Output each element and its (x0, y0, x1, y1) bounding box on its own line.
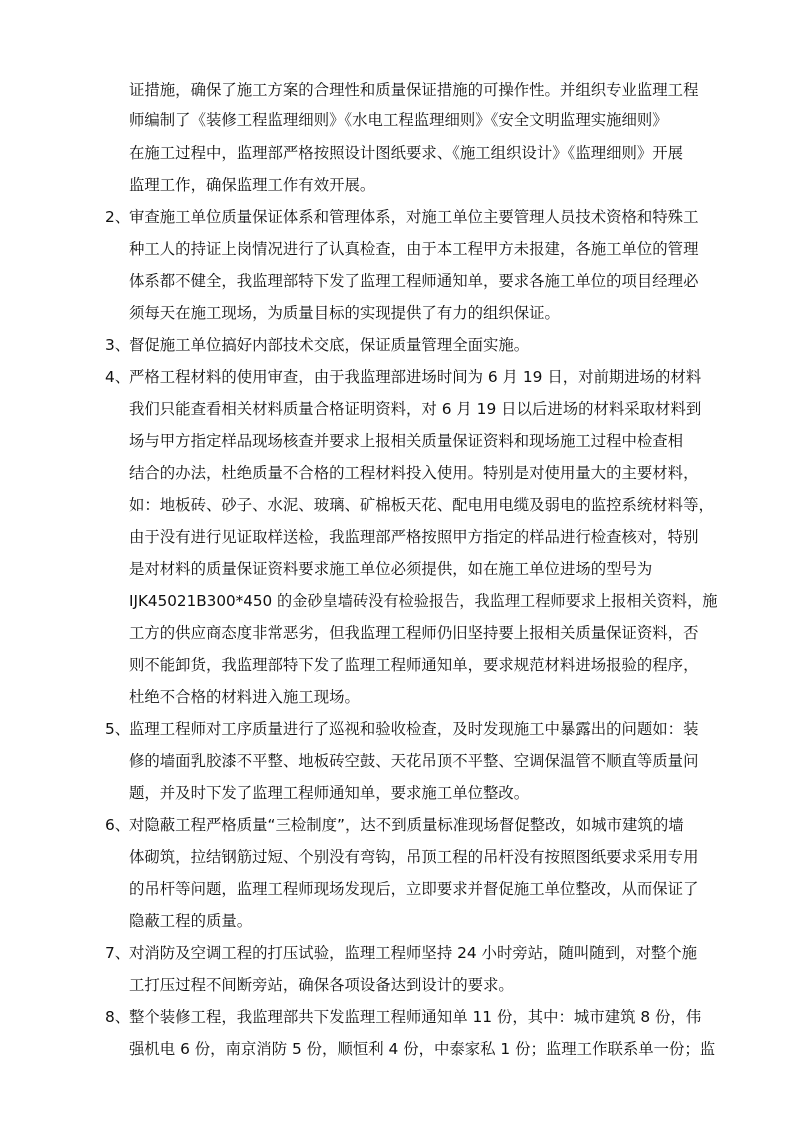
item-number: 6、 (105, 816, 131, 834)
paragraph-line: 师编制了《装修工程监理细则》《水电工程监理细则》《安全文明监理实施细则》 (129, 111, 668, 129)
paragraph-line: 是对材料的质量保证资料要求施工单位必须提供，如在施工单位进场的型号为 (129, 560, 653, 578)
paragraph-line: 我们只能查看相关材料质量合格证明资料，对 6 月 19 日以后进场的材料采取材料到 (129, 400, 702, 418)
item-number: 4、 (105, 368, 131, 386)
paragraph-line: 如：地板砖、砂子、水泥、玻璃、矿棉板天花、配电用电缆及弱电的监控系统材料等， (129, 496, 714, 514)
paragraph-line: 的吊杆等问题，监理工程师现场发现后，立即要求并督促施工单位整改，从而保证了 (129, 880, 699, 898)
paragraph-line: 种工人的持证上岗情况进行了认真检查，由于本工程甲方未报建，各施工单位的管理 (129, 240, 699, 258)
paragraph-line: 须每天在施工现场，为质量目标的实现提供了有力的组织保证。 (129, 304, 560, 322)
item-number: 8、 (105, 1008, 131, 1026)
paragraph-line: 杜绝不合格的材料进入施工现场。 (129, 688, 360, 706)
paragraph-line: 证措施，确保了施工方案的合理性和质量保证措施的可操作性。并组织专业监理工程 (129, 81, 699, 99)
paragraph-line: 在施工过程中，监理部严格按照设计图纸要求、《施工组织设计》《监理细则》开展 (129, 144, 684, 162)
paragraph-line: 对消防及空调工程的打压试验，监理工程师坚持 24 小时旁站，随叫随到，对整个施 (129, 944, 698, 962)
paragraph-line: 严格工程材料的使用审查，由于我监理部进场时间为 6 月 19 日，对前期进场的材料 (129, 368, 702, 386)
item-number: 7、 (105, 944, 131, 962)
item-number: 5、 (105, 720, 131, 738)
item-number: 2、 (105, 208, 131, 226)
item-number: 3、 (105, 336, 131, 354)
paragraph-line: 结合的办法，杜绝质量不合格的工程材料投入使用。特别是对使用量大的主要材料， (129, 464, 699, 482)
paragraph-line: 修的墙面乳胶漆不平整、地板砖空鼓、天花吊顶不平整、空调保温管不顺直等质量问 (129, 752, 699, 770)
paragraph-line: 体系都不健全，我监理部特下发了监理工程师通知单，要求各施工单位的项目经理必 (129, 272, 699, 290)
paragraph-line: 题，并及时下发了监理工程师通知单，要求施工单位整改。 (129, 784, 530, 802)
paragraph-line: 工打压过程不间断旁站，确保各项设备达到设计的要求。 (129, 976, 514, 994)
paragraph-line: 强机电 6 份，南京消防 5 份，顺恒利 4 份，中泰家私 1 份；监理工作联系单一份；监 (129, 1040, 716, 1058)
paragraph-line: 整个装修工程，我监理部共下发监理工程师通知单 11 份，其中：城市建筑 8 份，伟 (129, 1008, 702, 1026)
paragraph-line: 对隐蔽工程严格质量“三检制度”，达不到质量标准现场督促整改，如城市建筑的墙 (129, 816, 684, 834)
paragraph-line: 审查施工单位质量保证体系和管理体系，对施工单位主要管理人员技术资格和特殊工 (129, 208, 699, 226)
paragraph-line: 隐蔽工程的质量。 (129, 912, 253, 930)
paragraph-line: 体砌筑，拉结钢筋过短、个别没有弯钩，吊顶工程的吊杆没有按照图纸要求采用专用 (129, 848, 699, 866)
paragraph-line: IJK45021B300*450 的金砂皇墙砖没有检验报告，我监理工程师要求上报相关资料，施 (129, 592, 718, 610)
paragraph-line: 场与甲方指定样品现场核查并要求上报相关质量保证资料和现场施工过程中检查相 (129, 432, 684, 450)
paragraph-line: 监理工作，确保监理工作有效开展。 (129, 176, 376, 194)
paragraph-line: 督促施工单位搞好内部技术交底，保证质量管理全面实施。 (129, 336, 530, 354)
paragraph-line: 监理工程师对工序质量进行了巡视和验收检查，及时发现施工中暴露出的问题如：装 (129, 720, 699, 738)
paragraph-line: 工方的供应商态度非常恶劣，但我监理工程师仍旧坚持要上报相关质量保证资料，否 (129, 624, 699, 642)
paragraph-line: 由于没有进行见证取样送检，我监理部严格按照甲方指定的样品进行检查核对，特别 (129, 528, 699, 546)
paragraph-line: 则不能卸货，我监理部特下发了监理工程师通知单，要求规范材料进场报验的程序， (129, 656, 699, 674)
